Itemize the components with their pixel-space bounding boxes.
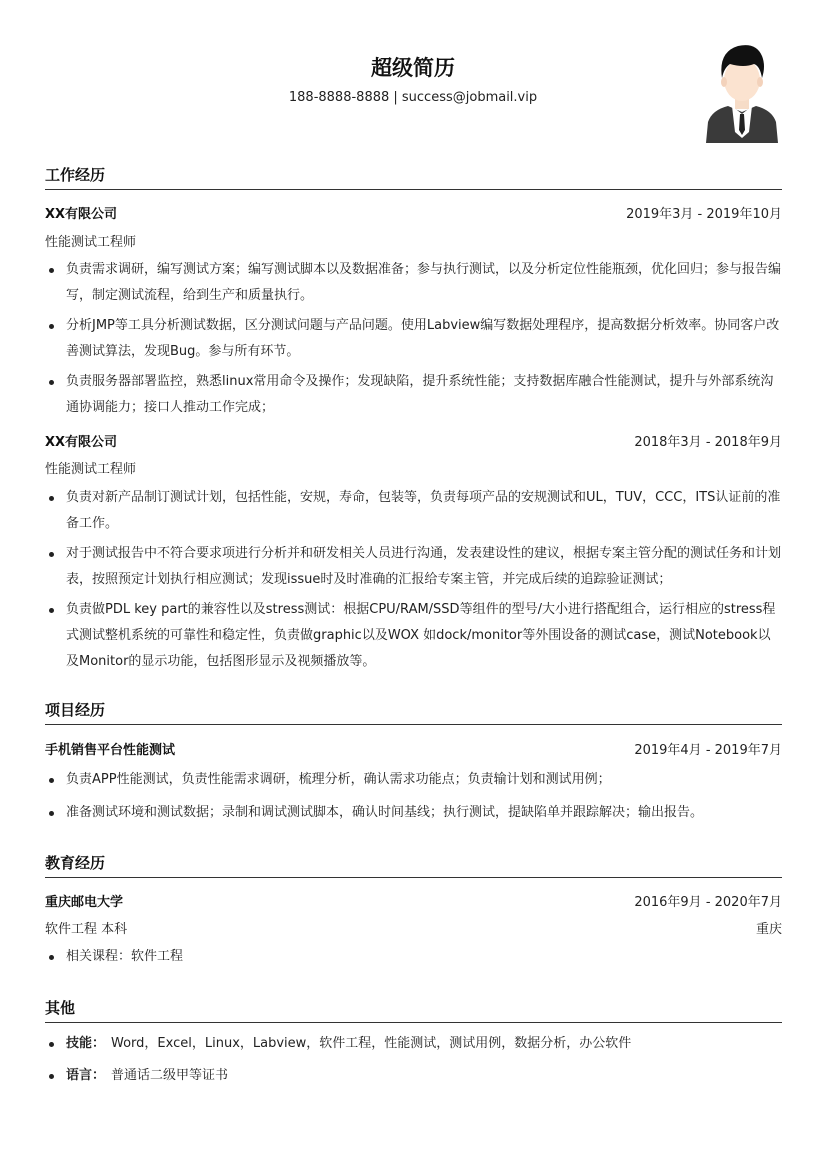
section-title-other: 其他 [45, 999, 76, 1017]
list-item: 负责需求调研，编写测试方案；编写测试脚本以及数据准备；参与执行测试，以及分析定位性能瓶颈，优化回归；参与报告编写，制定测试流程，给到生产和质量执行。 [66, 257, 782, 309]
list-item: 负责对新产品制订测试计划，包括性能，安规，寿命，包装等，负责每项产品的安规测试和UL，TUV，CCC，ITS认证前的准备工作。 [66, 485, 782, 537]
education-date: 2016年9月 - 2020年7月 [634, 895, 782, 910]
project-name: 手机销售平台性能测试 [45, 743, 176, 758]
company-name: XX有限公司 [45, 207, 118, 222]
list-item: 负责做PDL key part的兼容性以及stress测试：根据CPU/RAM/SSD等组件的型号/大小进行搭配组合，运行相应的stress程式测试整机系统的可靠性和稳定性，负责做graphic以及WOX 如dock/monitor等外围设备的测试case，测试Notebook以及Monitor的显示功能，包括图形显示及视频播放等。 [66, 597, 782, 675]
resume-name: 超级简历 [371, 56, 455, 80]
section-divider [45, 724, 782, 725]
list-item: 相关课程：软件工程 [66, 944, 782, 970]
job-date: 2019年3月 - 2019年10月 [626, 207, 782, 222]
language-item [66, 1063, 782, 1089]
skills-label: 技能： [66, 1036, 106, 1051]
job-role: 性能测试工程师 [45, 235, 137, 250]
list-item: 分析JMP等工具分析测试数据，区分测试问题与产品问题。使用Labview编写数据处理程序，提高数据分析效率。协同客户改善测试算法，发现Bug。参与所有环节。 [66, 313, 782, 365]
list-item: 负责APP性能测试，负责性能需求调研，梳理分析，确认需求功能点；负责输计划和测试用例； [66, 767, 782, 793]
education-city: 重庆 [755, 922, 782, 937]
section-divider [45, 189, 782, 190]
resume-header [0, 0, 826, 150]
skills-text: Word，Excel，Linux，Labview，软件工程，性能测试，测试用例，数据分析，办公软件 [111, 1036, 632, 1051]
section-title-education: 教育经历 [45, 854, 106, 872]
contact-info: 188-8888-8888 | success@jobmail.vip [288, 90, 538, 105]
school-name: 重庆邮电大学 [45, 895, 124, 910]
section-title-projects: 项目经历 [45, 701, 106, 719]
list-item: 准备测试环境和测试数据；录制和调试测试脚本，确认时间基线；执行测试，提缺陷单并跟踪解决；输出报告。 [66, 800, 782, 826]
list-item: 对于测试报告中不符合要求项进行分析并和研发相关人员进行沟通，发表建设性的建议，根据专案主管分配的测试任务和计划表，按照预定计划执行相应测试；发现issue时及时准确的汇报给专案主管，并完成后续的追踪验证测试； [66, 541, 782, 593]
section-divider [45, 1022, 782, 1023]
language-label: 语言： [66, 1068, 106, 1083]
language-text: 普通话二级甲等证书 [111, 1068, 229, 1083]
major-degree: 软件工程 本科 [45, 922, 128, 937]
section-divider [45, 877, 782, 878]
company-name: XX有限公司 [45, 435, 118, 450]
project-date: 2019年4月 - 2019年7月 [634, 743, 782, 758]
avatar [702, 40, 782, 143]
list-item: 负责服务器部署监控，熟悉linux常用命令及操作；发现缺陷，提升系统性能；支持数据库融合性能测试，提升与外部系统沟通协调能力；接口人推动工作完成； [66, 369, 782, 421]
skills-item [66, 1031, 782, 1057]
job-role: 性能测试工程师 [45, 462, 137, 477]
section-title-work: 工作经历 [45, 166, 106, 184]
job-date: 2018年3月 - 2018年9月 [634, 435, 782, 450]
